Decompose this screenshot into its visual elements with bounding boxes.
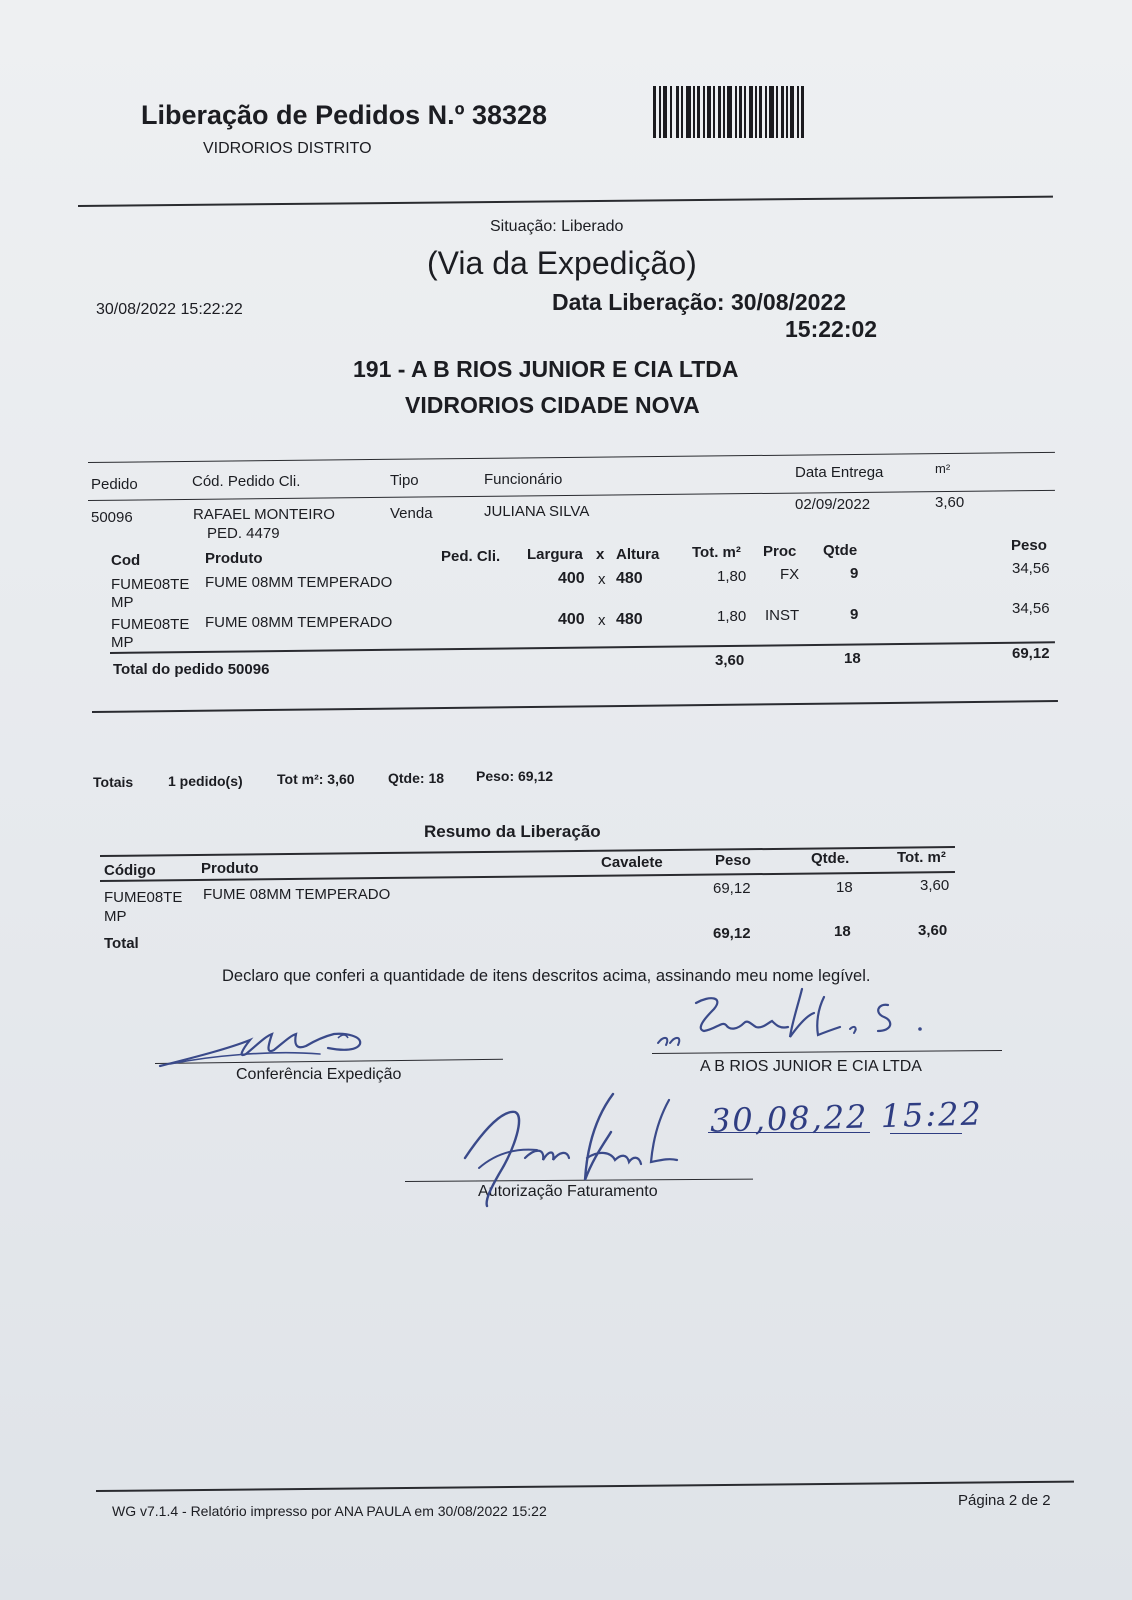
autorizacao-signature xyxy=(455,1088,705,1218)
items-col-altura: Altura xyxy=(616,546,660,563)
order-total-qtde: 18 xyxy=(844,650,861,667)
item-qtde: 9 xyxy=(850,565,859,582)
item-cod-suffix: MP xyxy=(111,634,134,651)
header-divider xyxy=(78,196,1053,207)
order-tipo: Venda xyxy=(390,505,433,522)
barcode xyxy=(653,86,826,138)
client-branch: VIDRORIOS CIDADE NOVA xyxy=(405,392,700,418)
col-cod-pedido-cli: Cód. Pedido Cli. xyxy=(192,473,301,490)
totals-peso: Peso: 69,12 xyxy=(476,768,554,784)
handwritten-date: 30,08,22 15:22 xyxy=(709,1094,984,1140)
item-peso: 34,56 xyxy=(1012,600,1050,617)
footer-rule xyxy=(96,1481,1074,1492)
items-col-peso: Peso xyxy=(1011,537,1047,554)
item-proc: INST xyxy=(765,607,800,624)
item-x: x xyxy=(598,571,606,588)
order-total-label: Total do pedido 50096 xyxy=(113,661,270,678)
col-pedido: Pedido xyxy=(91,476,138,493)
item-qtde: 9 xyxy=(850,606,859,623)
order-section-bottom-rule xyxy=(92,700,1058,713)
item-cod: FUME08TE xyxy=(111,576,190,593)
declaration-text: Declaro que conferi a quantidade de itens descritos acima, assinando meu nome legível. xyxy=(222,967,871,985)
conferencia-signature xyxy=(150,1020,390,1075)
summary-total-tot-m2: 3,60 xyxy=(918,922,948,939)
item-altura: 480 xyxy=(616,570,643,587)
order-m2: 3,60 xyxy=(935,494,965,511)
items-col-cod: Cod xyxy=(111,552,141,569)
summary-total-label: Total xyxy=(104,935,139,952)
handwritten-date-underline xyxy=(708,1132,870,1133)
item-largura: 400 xyxy=(558,611,585,628)
item-tot-m2: 1,80 xyxy=(717,568,747,585)
item-produto: FUME 08MM TEMPERADO xyxy=(205,574,393,591)
items-col-largura: Largura xyxy=(527,546,583,563)
client-signature-label: A B RIOS JUNIOR E CIA LTDA xyxy=(700,1058,922,1075)
client-name: 191 - A B RIOS JUNIOR E CIA LTDA xyxy=(353,356,739,382)
footer-page-number: Página 2 de 2 xyxy=(958,1492,1051,1509)
order-cod-pedido-cli: RAFAEL MONTEIRO xyxy=(193,506,335,523)
item-peso: 34,56 xyxy=(1012,560,1050,577)
items-col-tot-m2: Tot. m² xyxy=(692,544,741,561)
totals-m2: Tot m²: 3,60 xyxy=(277,771,355,787)
order-table-top-rule xyxy=(88,452,1055,463)
col-tipo: Tipo xyxy=(390,472,419,489)
summary-col-peso: Peso xyxy=(715,852,751,869)
items-col-qtde: Qtde xyxy=(823,542,858,559)
item-proc: FX xyxy=(780,566,800,583)
footer-printed-by: WG v7.1.4 - Relatório impresso por ANA PAULA em 30/08/2022 15:22 xyxy=(112,1503,547,1519)
copy-label: (Via da Expedição) xyxy=(427,245,697,281)
summary-total-qtde: 18 xyxy=(834,923,851,940)
order-total-m2: 3,60 xyxy=(715,652,745,669)
summary-col-produto: Produto xyxy=(201,860,259,877)
status-label: Situação: Liberado xyxy=(490,218,624,235)
summary-row-peso: 69,12 xyxy=(713,880,751,897)
item-largura: 400 xyxy=(558,570,585,587)
col-m2: m² xyxy=(935,461,951,476)
item-cod: FUME08TE xyxy=(111,616,190,633)
order-total-rule xyxy=(110,641,1055,654)
order-pedido: 50096 xyxy=(91,509,133,526)
summary-row-produto: FUME 08MM TEMPERADO xyxy=(203,886,391,903)
summary-col-cavalete: Cavalete xyxy=(601,854,663,871)
document-title: Liberação de Pedidos N.º 38328 xyxy=(141,100,548,130)
order-total-peso: 69,12 xyxy=(1012,645,1050,662)
summary-row-codigo: FUME08TE xyxy=(104,889,183,906)
totals-label: Totais xyxy=(93,774,134,790)
items-col-proc: Proc xyxy=(763,543,797,560)
client-signature xyxy=(652,985,937,1060)
order-data-entrega: 02/09/2022 xyxy=(795,496,871,513)
items-col-produto: Produto xyxy=(205,550,263,567)
order-ped-ref: PED. 4479 xyxy=(207,525,280,542)
order-funcionario: JULIANA SILVA xyxy=(484,503,590,520)
col-data-entrega: Data Entrega xyxy=(795,464,884,481)
item-altura: 480 xyxy=(616,611,643,628)
summary-row-tot-m2: 3,60 xyxy=(920,877,950,894)
summary-row-codigo-suffix: MP xyxy=(104,908,127,925)
summary-title: Resumo da Liberação xyxy=(424,822,601,841)
summary-col-tot-m2: Tot. m² xyxy=(897,849,946,866)
items-col-ped-cli: Ped. Cli. xyxy=(441,548,501,565)
release-time: 15:22:02 xyxy=(785,316,878,342)
company-subtitle: VIDRORIOS DISTRITO xyxy=(203,140,372,157)
item-x: x xyxy=(598,612,606,629)
summary-row-qtde: 18 xyxy=(836,879,853,896)
item-produto: FUME 08MM TEMPERADO xyxy=(205,614,393,631)
printed-timestamp: 30/08/2022 15:22:22 xyxy=(96,301,243,318)
handwritten-time-underline xyxy=(890,1133,962,1134)
totals-qtde: Qtde: 18 xyxy=(388,770,445,786)
item-tot-m2: 1,80 xyxy=(717,608,747,625)
summary-total-peso: 69,12 xyxy=(713,925,751,942)
order-table-header-rule xyxy=(88,490,1055,501)
totals-pedidos: 1 pedido(s) xyxy=(168,773,243,789)
summary-col-qtde: Qtde. xyxy=(811,850,850,867)
autorizacao-label: Autorização Faturamento xyxy=(478,1183,658,1200)
summary-col-codigo: Código xyxy=(104,862,156,879)
col-funcionario: Funcionário xyxy=(484,471,563,488)
item-cod-suffix: MP xyxy=(111,594,134,611)
release-date: Data Liberação: 30/08/2022 xyxy=(552,289,847,315)
items-col-x: x xyxy=(596,546,605,563)
conferencia-label: Conferência Expedição xyxy=(236,1066,402,1083)
